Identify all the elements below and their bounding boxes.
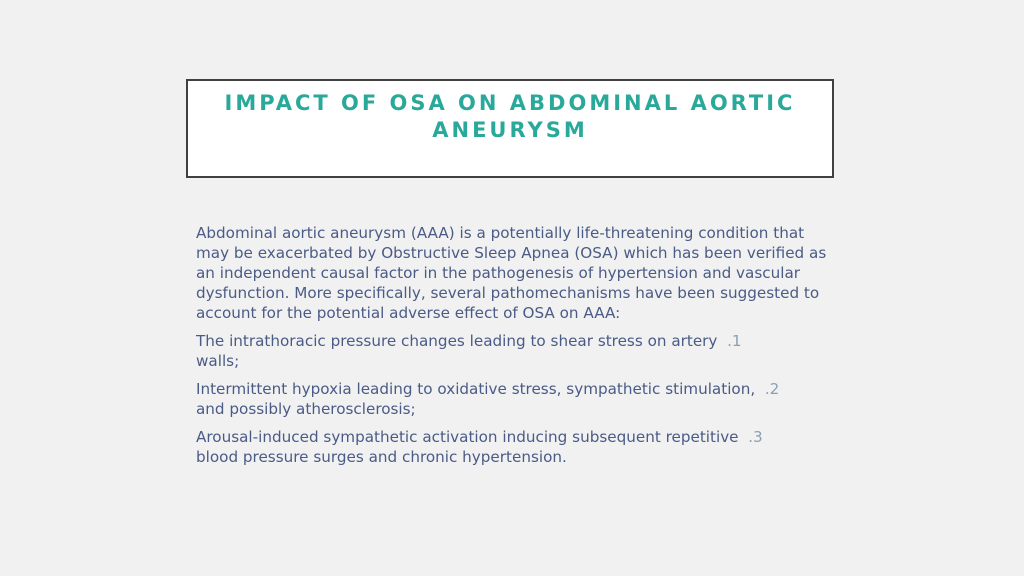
list-item-1-number: .1 <box>727 332 742 350</box>
list-item-2-number: .2 <box>764 380 780 398</box>
list-item-3 <box>196 427 836 467</box>
list-item-2-text-line2: and possibly atherosclerosis; <box>196 400 416 418</box>
list-item-1 <box>196 331 836 371</box>
list-item-3-text-line1: Arousal-induced sympathetic activation inducing subsequent repetitive <box>196 428 739 446</box>
list-item-2-text-line1: Intermittent hypoxia leading to oxidative stress, sympathetic stimulation, <box>196 380 756 398</box>
slide-body <box>196 223 836 475</box>
slide-title: IMPACT OF OSA ON ABDOMINAL AORTIC ANEURYSM <box>224 91 796 142</box>
list-item-3-number: .3 <box>748 428 763 446</box>
intro-paragraph: Abdominal aortic aneurysm (AAA) is a potentially life-threatening condition that may be exacerbated by Obstructive Sleep Apnea (OSA) which has been verified as an independent causal factor in the pathogenesis of hypertension and vascular dysfunction. More specifically, several pathomechanisms have been suggested to account for the potential adverse effect of OSA on AAA: <box>196 224 827 322</box>
list-item-2 <box>196 379 836 419</box>
list-item-3-text-line2: blood pressure surges and chronic hypertension. <box>196 448 567 466</box>
title-box <box>186 79 834 178</box>
list-item-1-text-line1: The intrathoracic pressure changes leading to shear stress on artery <box>196 332 718 350</box>
list-item-1-text-line2: walls; <box>196 352 240 370</box>
